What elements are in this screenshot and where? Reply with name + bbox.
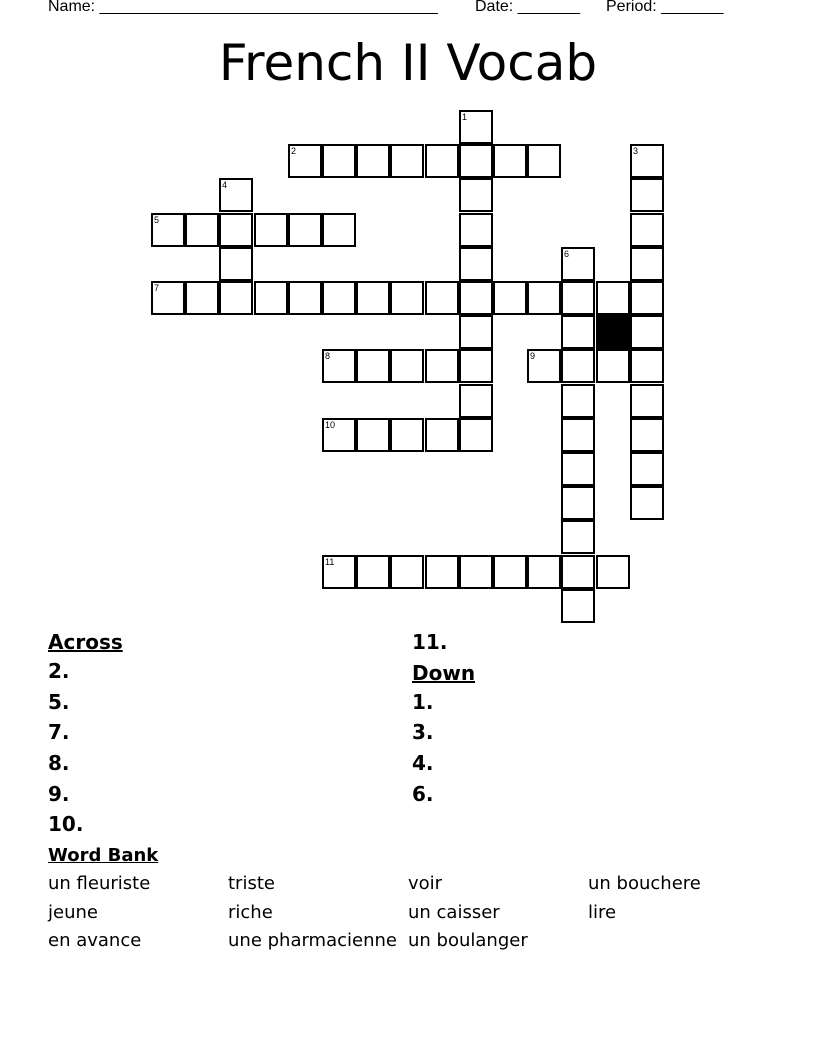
crossword-cell[interactable] [561,452,595,486]
crossword-cell[interactable] [561,520,595,554]
crossword-cell[interactable] [493,281,527,315]
crossword-cell[interactable] [561,281,595,315]
crossword-cell[interactable] [288,213,322,247]
crossword-cell[interactable] [630,213,664,247]
crossword-cell[interactable] [390,281,424,315]
crossword-cell[interactable] [561,555,595,589]
crossword-cell[interactable] [390,555,424,589]
crossword-cell[interactable] [630,486,664,520]
crossword-cell[interactable] [459,110,493,144]
word-bank-item: un caisser [408,902,500,923]
crossword-cell[interactable] [630,281,664,315]
across-clue-8: 8. [48,751,70,775]
crossword-cell[interactable] [630,178,664,212]
crossword-cell[interactable] [356,555,390,589]
across-clue-7: 7. [48,720,70,744]
word-bank-item: lire [588,902,617,923]
crossword-cell[interactable] [425,555,459,589]
across-clue-11: 11. [412,630,448,654]
crossword-cell[interactable] [527,144,561,178]
clue-number: 7 [154,283,160,293]
clue-number: 9 [530,351,536,361]
crossword-cell[interactable] [561,384,595,418]
crossword-cell[interactable] [322,144,356,178]
word-bank-item: un bouchere [588,873,701,894]
name-field-label: Name: ______________________________________ [48,0,438,15]
crossword-cell[interactable] [459,384,493,418]
word-bank-item: en avance [48,930,142,951]
clue-number: 5 [154,215,160,225]
word-bank-item: un fleuriste [48,873,151,894]
crossword-cell[interactable] [459,144,493,178]
crossword-cell[interactable] [459,281,493,315]
across-clue-5: 5. [48,690,70,714]
clue-number: 8 [325,351,331,361]
clue-number: 4 [222,180,228,190]
down-clue-6: 6. [412,782,434,806]
crossword-cell[interactable] [630,418,664,452]
crossword-cell[interactable] [356,281,390,315]
crossword-cell[interactable] [630,315,664,349]
crossword-cell[interactable] [254,281,288,315]
crossword-cell[interactable] [561,349,595,383]
crossword-cell[interactable] [322,349,356,383]
crossword-cell[interactable] [254,213,288,247]
period-field-label: Period: _______ [606,0,724,15]
crossword-cell[interactable] [356,418,390,452]
crossword-cell[interactable] [219,281,253,315]
word-bank-item: une pharmacienne [228,930,397,951]
crossword-cell[interactable] [596,349,630,383]
crossword-cell[interactable] [527,281,561,315]
crossword-cell[interactable] [219,247,253,281]
crossword-cell[interactable] [185,281,219,315]
across-clue-2: 2. [48,659,70,683]
clue-number: 3 [633,146,639,156]
crossword-cell[interactable] [425,281,459,315]
down-clue-1: 1. [412,690,434,714]
crossword-cell[interactable] [596,555,630,589]
crossword-cell[interactable] [390,144,424,178]
crossword-cell[interactable] [630,349,664,383]
crossword-cell[interactable] [322,213,356,247]
across-heading: Across [48,630,123,654]
crossword-cell[interactable] [185,213,219,247]
crossword-cell[interactable] [561,486,595,520]
blocked-cell [596,315,630,349]
crossword-cell[interactable] [425,349,459,383]
down-heading: Down [412,661,476,685]
crossword-cell[interactable] [527,555,561,589]
crossword-cell[interactable] [459,247,493,281]
word-bank-item: voir [408,873,443,894]
crossword-cell[interactable] [322,555,356,589]
crossword-cell[interactable] [630,144,664,178]
word-bank-item: riche [228,902,273,923]
crossword-cell[interactable] [356,349,390,383]
crossword-cell[interactable] [459,555,493,589]
crossword-cell[interactable] [596,281,630,315]
crossword-cell[interactable] [459,418,493,452]
crossword-cell[interactable] [630,452,664,486]
clue-number: 10 [325,420,336,430]
crossword-cell[interactable] [561,247,595,281]
crossword-cell[interactable] [390,418,424,452]
across-clue-10: 10. [48,812,84,836]
word-bank-item: jeune [48,902,98,923]
crossword-cell[interactable] [561,589,595,623]
crossword-cell[interactable] [322,281,356,315]
crossword-cell[interactable] [630,384,664,418]
crossword-cell[interactable] [425,144,459,178]
page-title: French II Vocab [218,34,598,92]
crossword-cell[interactable] [356,144,390,178]
down-clue-4: 4. [412,751,434,775]
crossword-cell[interactable] [322,418,356,452]
crossword-cell[interactable] [288,144,322,178]
across-clue-9: 9. [48,782,70,806]
crossword-cell[interactable] [527,349,561,383]
crossword-cell[interactable] [459,178,493,212]
crossword-cell[interactable] [459,315,493,349]
clue-number: 1 [462,112,468,122]
clue-number: 11 [325,557,335,567]
crossword-cell[interactable] [493,555,527,589]
word-bank-item: un boulanger [408,930,528,951]
crossword-cell[interactable] [219,213,253,247]
crossword-cell[interactable] [390,349,424,383]
crossword-cell[interactable] [630,247,664,281]
date-field-label: Date: _______ [475,0,580,15]
crossword-cell[interactable] [151,213,185,247]
clue-number: 2 [291,146,297,156]
word-bank-item: triste [228,873,275,894]
crossword-cell[interactable] [288,281,322,315]
down-clue-3: 3. [412,720,434,744]
crossword-cell[interactable] [561,315,595,349]
crossword-cell[interactable] [425,418,459,452]
crossword-cell[interactable] [561,418,595,452]
crossword-cell[interactable] [219,178,253,212]
crossword-cell[interactable] [459,349,493,383]
crossword-cell[interactable] [151,281,185,315]
clue-number: 6 [564,249,570,259]
crossword-cell[interactable] [493,144,527,178]
crossword-cell[interactable] [459,213,493,247]
word-bank-heading: Word Bank [48,845,159,866]
